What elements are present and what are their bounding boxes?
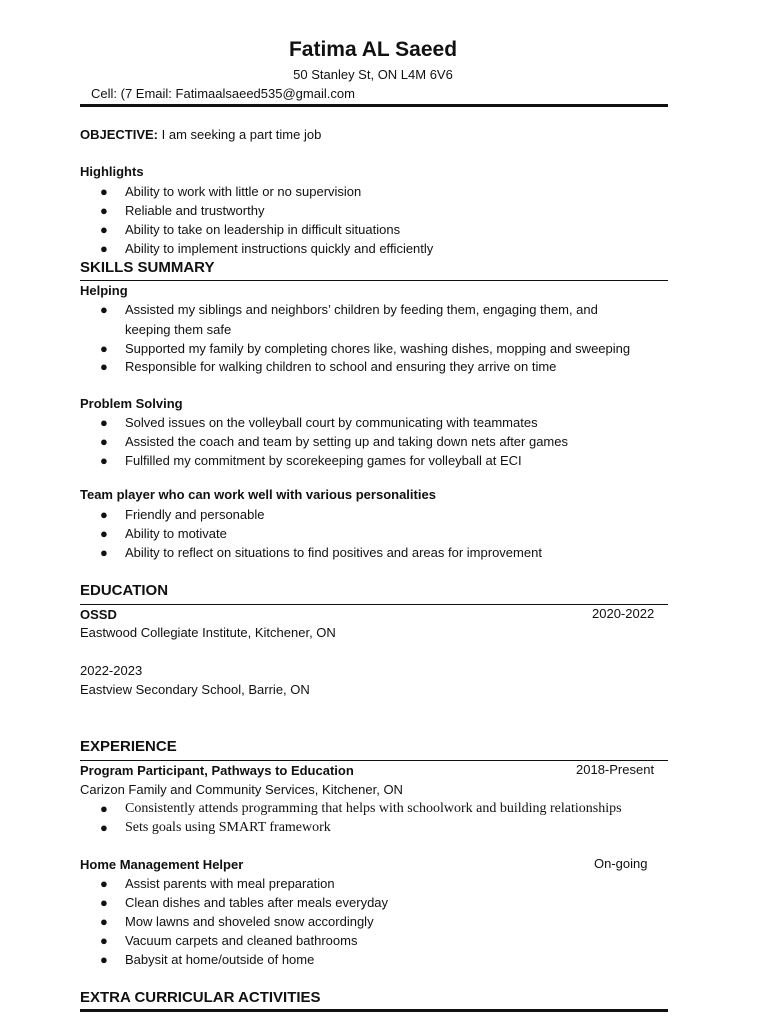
helping-title: Helping: [80, 283, 128, 298]
bullet-icon: ●: [100, 453, 108, 468]
education-heading: EDUCATION: [80, 582, 169, 599]
bullet-icon: ●: [100, 415, 108, 430]
extra-curricular-heading: EXTRA CURRICULAR ACTIVITIES: [80, 989, 321, 1006]
bullet-icon: ●: [100, 241, 108, 256]
job-1-org: Carizon Family and Community Services, Kitchener, ON: [80, 782, 403, 797]
resume-name: Fatima AL Saeed: [288, 38, 458, 61]
job-1-title: Program Participant, Pathways to Education: [80, 763, 354, 778]
bullet-icon: ●: [100, 933, 108, 948]
bullet-icon: ●: [100, 952, 108, 967]
bullet-icon: ●: [100, 302, 108, 317]
address: 50 Stanley St, ON L4M 6V6: [293, 67, 453, 82]
section-divider: [80, 604, 668, 605]
skills-summary-heading: SKILLS SUMMARY: [80, 259, 215, 276]
school-2-years: 2022-2023: [80, 663, 143, 678]
objective-label: OBJECTIVE:: [80, 127, 159, 142]
school-2: Eastview Secondary School, Barrie, ON: [80, 682, 310, 697]
bullet-icon: ●: [100, 203, 108, 218]
job-1-dates: 2018-Present: [576, 762, 655, 777]
header-divider: [80, 104, 668, 107]
bullet-icon: ●: [100, 895, 108, 910]
job-2-title: Home Management Helper: [80, 857, 244, 872]
objective-text: I am seeking a part time job: [158, 127, 322, 142]
team-player-title: Team player who can work well with various personalities: [80, 487, 436, 502]
bullet-icon: ●: [100, 341, 108, 356]
section-divider: [80, 760, 668, 761]
degree-years: 2020-2022: [592, 606, 655, 621]
section-divider: [80, 1009, 668, 1012]
bullet-icon: ●: [100, 507, 108, 522]
problem-solving-title: Problem Solving: [80, 396, 183, 411]
bullet-icon: ●: [100, 876, 108, 891]
bullet-icon: ●: [100, 914, 108, 929]
bullet-icon: ●: [100, 526, 108, 541]
highlights-title: Highlights: [80, 164, 144, 179]
bullet-icon: ●: [100, 222, 108, 237]
experience-heading: EXPERIENCE: [80, 738, 177, 755]
bullet-icon: ●: [100, 359, 108, 374]
job-2-dates: On-going: [594, 856, 648, 871]
degree-title: OSSD: [80, 607, 117, 622]
section-divider: [80, 280, 668, 281]
school-1: Eastwood Collegiate Institute, Kitchener, ON: [80, 625, 336, 640]
bullet-icon: ●: [100, 184, 108, 199]
contact-line: Cell: (7 Email: Fatimaalsaeed535@gmail.com: [91, 86, 355, 101]
bullet-icon: ●: [100, 434, 108, 449]
bullet-icon: ●: [100, 545, 108, 560]
bullet-icon: ●: [100, 820, 108, 835]
objective: [80, 126, 321, 144]
resume-page: Fatima AL Saeed 50 Stanley St, ON L4M 6V6 Cell: (7 Email: Fatimaalsaeed535@gmail.com OBJECTIVE: I am seeking a part time job Highlights ● Ability to work with little or no supervision ● Reliable and trustworthy ● Ability to take on leadership in difficult situations ● Ability to implement instructions quickly and efficiently SKILLS SUMMARY Helping ● Assisted my siblings and neighbors’ children by feeding them, engaging them, and keeping them safe ● Supported my family by completing chores like, washing dishes, mopping and sweeping ● Responsible for walking children to school and ensuring they arrive on time Problem Solving ● Solved issues on the volleyball court by communicating with teammates ● Assisted the coach and team by setting up and taking down nets after games ● Fulfilled my commitment by scorekeeping games for volleyball at ECI Team player who can work well with various personalities ● Friendly and personable ● Ability to motivate ● Ability to reflect on situations to find positives and areas for improvement EDUCATION OSSD 2020-2022 Eastwood Collegiate Institute, Kitchener, ON 2022-2023 Eastview Secondary School, Barrie, ON EXPERIENCE Program Participant, Pathways to Education 2018-Present Carizon Family and Community Services, Kitchener, ON ● Consistently attends programming that helps with schoolwork and building relationships ● Sets goals using SMART framework Home Management Helper On-going ● Assist parents with meal preparation ● Clean dishes and tables after meals everyday ● Mow lawns and shoveled snow accordingly ● Vacuum carpets and cleaned bathrooms ● Babysit at home/outside of home EXTRA CURRICULAR ACTIVITIES: [0, 0, 768, 1024]
bullet-icon: ●: [100, 801, 108, 816]
